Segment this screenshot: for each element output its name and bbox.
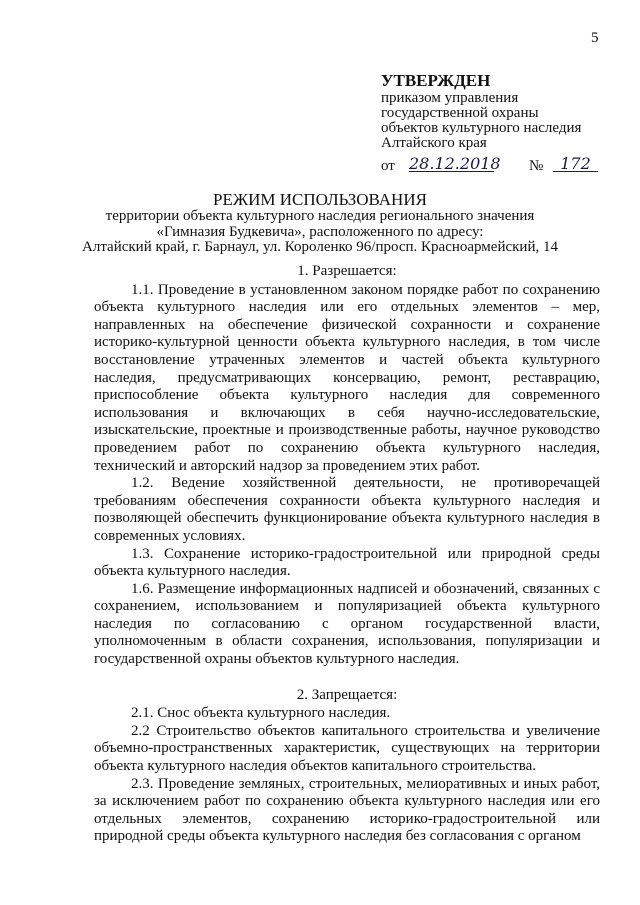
subtitle-line: территории объекта культурного наследия регионального значения — [105, 208, 535, 224]
paragraph: 1.6. Размещение информационных надписей и обозначений, связанных с сохранением, использованием и популяризацией объекта культурного наследия по согласованию с органом государственной власти, уполномоченным в области сохранения, использования, популяризации и государственной охраны объектов культурного наследия. — [94, 580, 600, 668]
approval-line: Алтайского края — [381, 135, 487, 151]
paragraph: 2.3. Проведение земляных, строительных, мелиоративных и иных работ, за исключением работ по сохранению объекта культурного наследия или его отдельных элементов, сохранению историко-градостроительной или природной среды объекта культурного наследия без согласования с органом — [94, 775, 600, 845]
date-prefix: от — [381, 158, 395, 174]
document-title-block — [80, 190, 560, 256]
section-heading: 2. Запрещается: — [296, 686, 398, 703]
number-prefix: № — [529, 158, 544, 174]
paragraph: 1.1. Проведение в установленном законом порядке работ по сохранению объекта культурного наследия или его отдельных элементов – мер, направленных на обеспечение физической сохранности и сохранение историко-культурной ценности объекта культурного наследия, в том числе восстановление утраченных элементов и частей объекта культурного наследия, предусматривающих консервацию, ремонт, реставрацию, приспособление объекта культурного наследия для современного использования и включающих в себя научно-исследовательские, изыскательские, проектные и производственные работы, научное руководство проведением работ по сохранению объекта культурного наследия, технический и авторский надзор за проведением этих работ. — [94, 281, 600, 474]
paragraph: 2.1. Снос объекта культурного наследия. — [131, 705, 391, 722]
approval-date: 28.12.2018 — [409, 154, 501, 173]
subtitle-line: Алтайский край, г. Барнаул, ул. Короленко 96/просп. Красноармейский, 14 — [82, 239, 558, 255]
approval-line: государственной охраны — [381, 105, 539, 121]
paragraph: 1.3. Сохранение историко-градостроительной или природной среды объекта культурного наследия. — [94, 545, 600, 580]
approval-date-line — [381, 156, 621, 176]
document-title: РЕЖИМ ИСПОЛЬЗОВАНИЯ — [213, 190, 427, 209]
approval-line: приказом управления — [381, 90, 519, 106]
page-number: 5 — [591, 30, 599, 46]
document-body — [94, 263, 600, 846]
paragraph: 2.2 Строительство объектов капитального строительства и увеличение объемно-пространственных характеристик, существующих на территории объекта культурного наследия объектов капитального строительства. — [94, 722, 600, 775]
subtitle-line: «Гимназия Будкевича», расположенного по адресу: — [156, 223, 484, 240]
paragraph: 1.2. Ведение хозяйственной деятельности, не противоречащей требованиям обеспечения сохранности объекта культурного наследия и позволяющей обеспечить функционирование объекта культурного наследия в современных условиях. — [94, 475, 600, 544]
approval-block — [381, 72, 621, 176]
section-heading: 1. Разрешается: — [297, 263, 397, 279]
approval-line: объектов культурного наследия — [381, 120, 582, 136]
approval-heading: УТВЕРЖДЕН — [381, 71, 491, 90]
approval-number: 172 — [553, 156, 598, 172]
